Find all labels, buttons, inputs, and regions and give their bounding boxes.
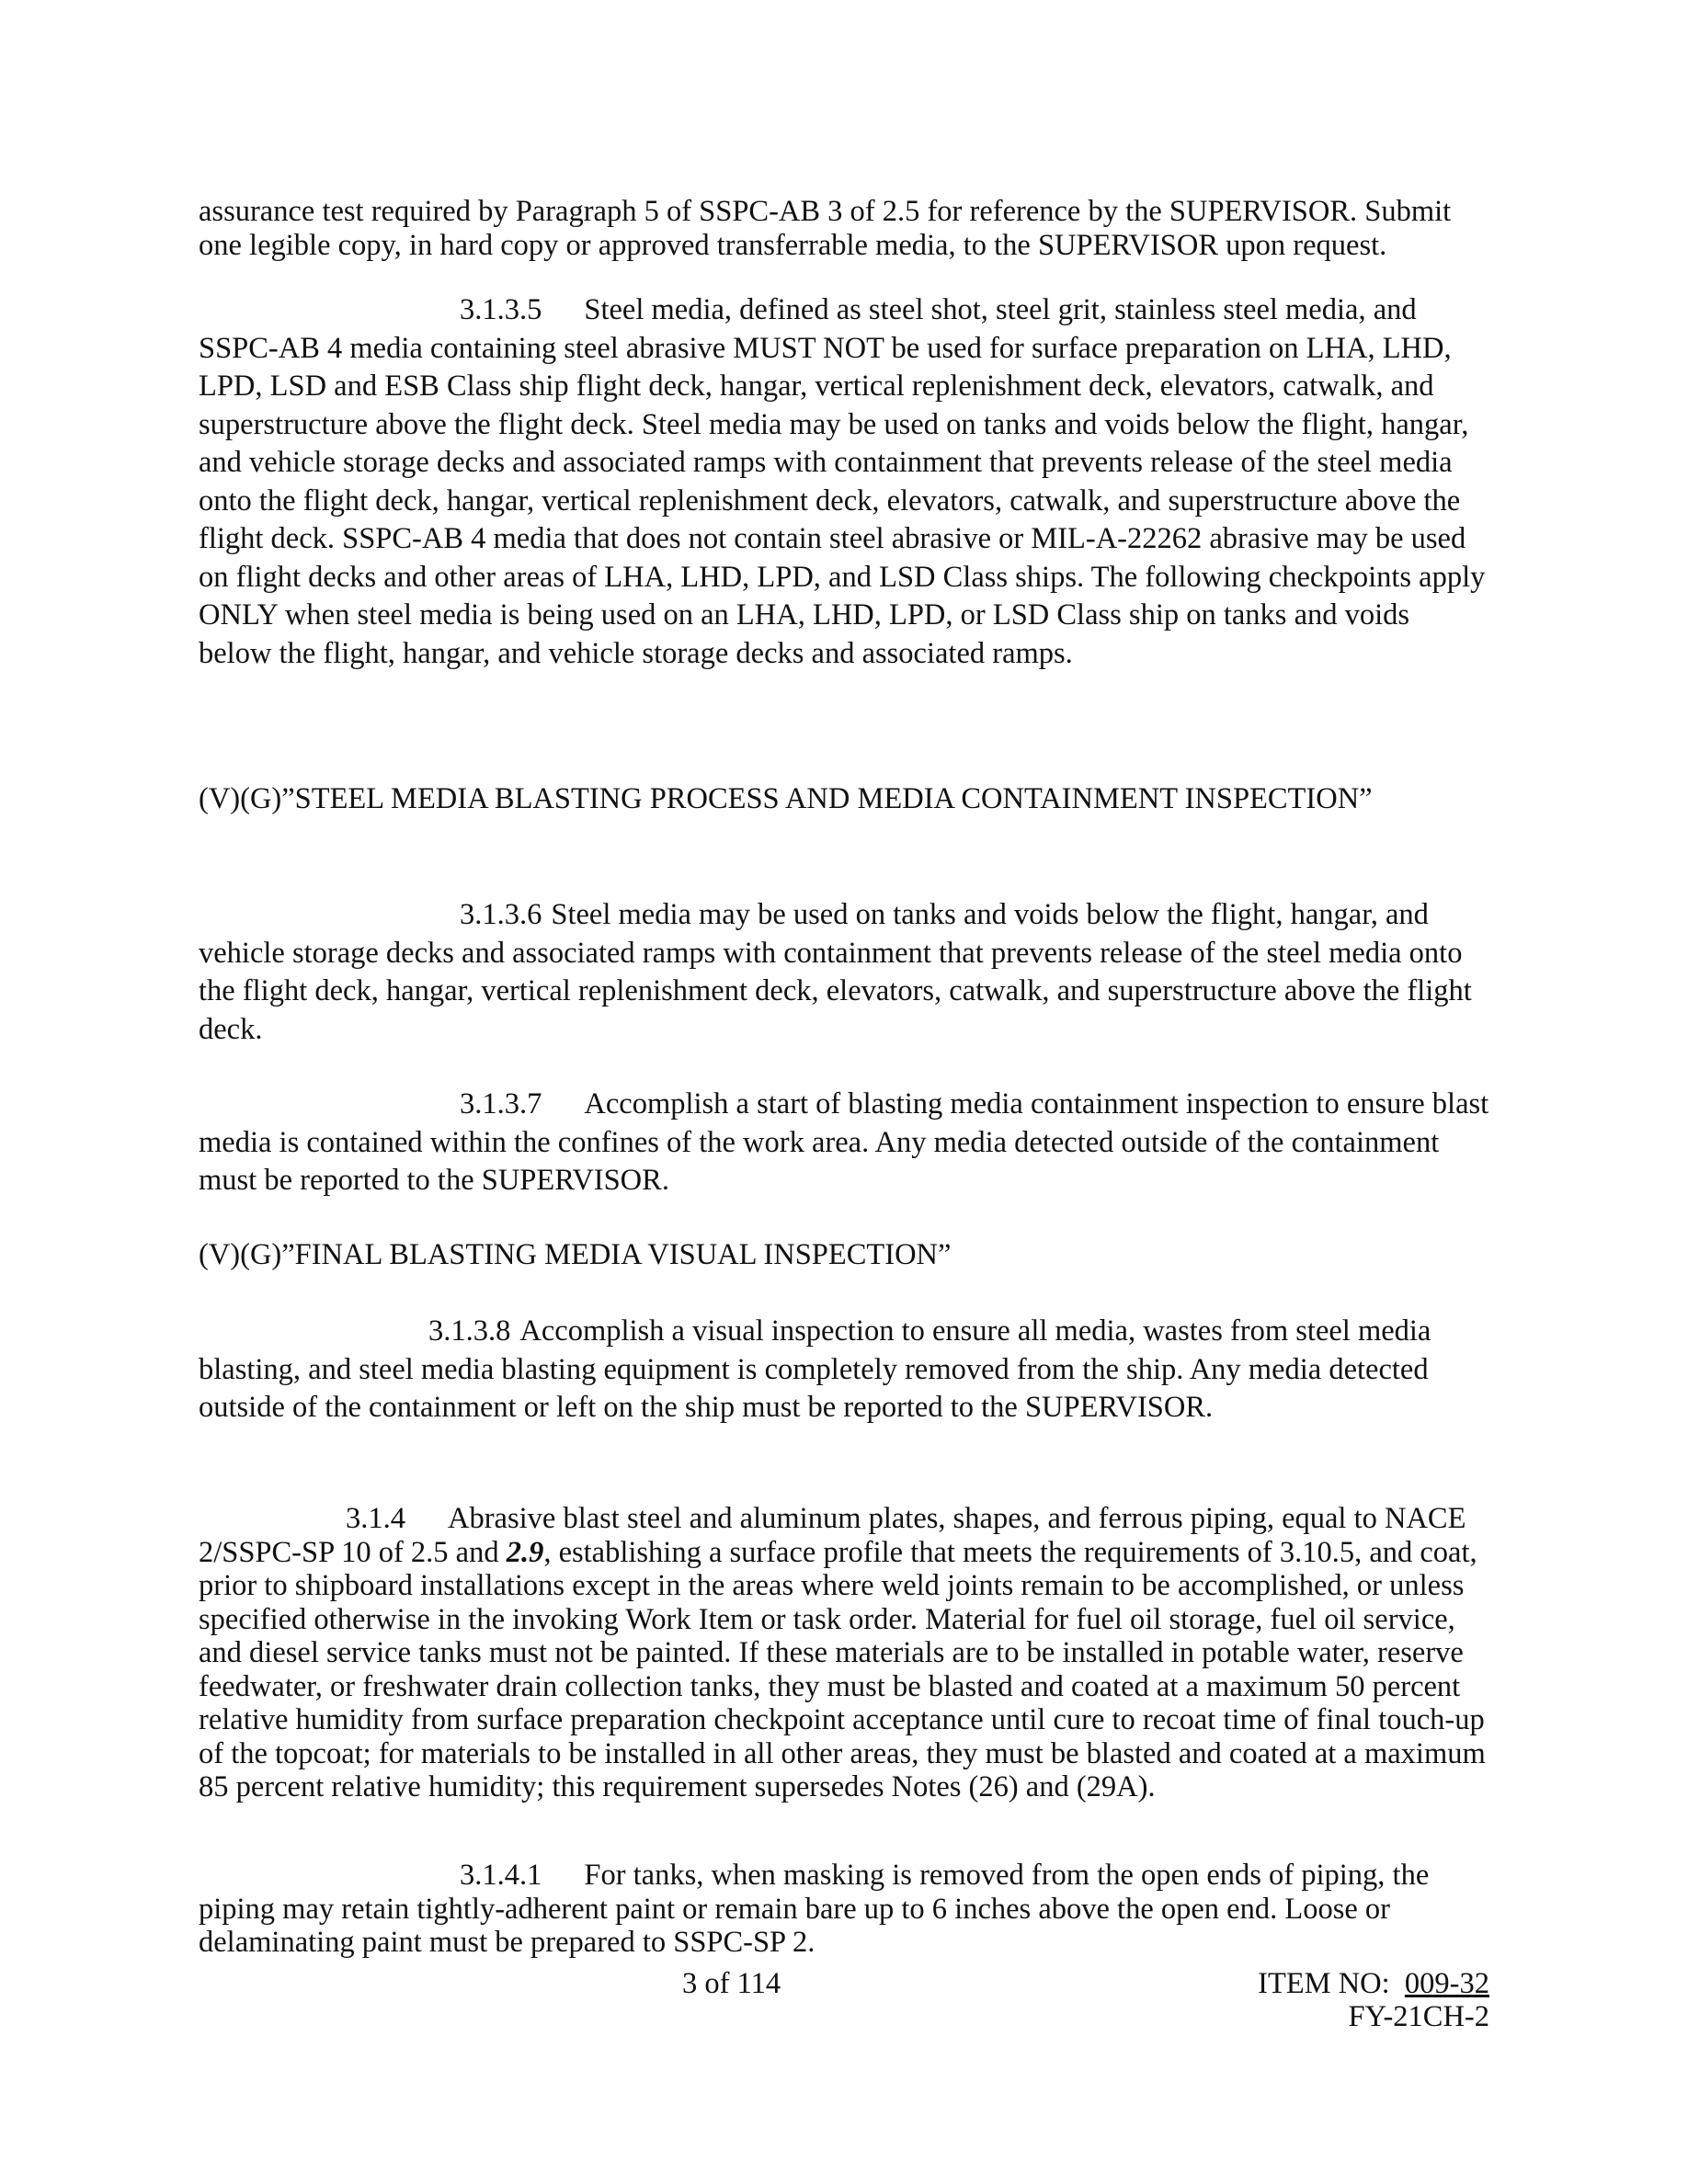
paragraph-assurance-test: assurance test required by Paragraph 5 of SSPC-AB 3 of 2.5 for reference by the SUPERVISOR. Submit one legible copy, in hard copy or approved transferrable media, to the SUPERVISOR upon request. xyxy=(199,195,1452,262)
paragraph-text: For tanks, when masking is removed from the open ends of piping, the piping may retain tightly-adherent paint or remain bare up to 6 inches above the open end. Loose or delaminating paint must be prepared to SSPC-SP 2. xyxy=(199,1859,1430,1959)
paragraph-text-continued: , establishing a surface profile that meets the requirements of 3.10.5, and coat, prior to shipboard installations except in the areas where weld joints remain to be accomplished, or unless specified otherwise in the invoking Work Item or task order. Material for fuel oil storage, fuel oil service, and diesel service tanks must not be painted. If these materials are to be installed in potable water, reserve feedwater, or freshwater drain collection tanks, they must be blasted and coated at a maximum 50 percent relative humidity from surface preparation checkpoint acceptance until cure to recoat time of final touch-up of the topcoat; for materials to be installed in all other areas, they must be blasted and coated at a maximum 85 percent relative humidity; this requirement supersedes Notes (26) and (29A). xyxy=(199,1535,1486,1803)
paragraph-3-1-3-7 xyxy=(199,1086,1489,1200)
paragraph-number: 3.1.3.6 xyxy=(460,898,542,931)
paragraph-3-1-3-5 xyxy=(199,291,1489,673)
paragraph-3-1-4 xyxy=(199,1502,1489,1804)
paragraph-number: 3.1.4 xyxy=(346,1502,405,1535)
paragraph-number: 3.1.3.7 xyxy=(460,1087,542,1120)
paragraph-text: Steel media, defined as steel shot, steel grit, stainless steel media, and SSPC-AB 4 media containing steel abrasive MUST NOT be used for surface preparation on LHA, LHD, LPD, LSD and ESB Class ship flight deck, hangar, vertical replenishment deck, elevators, catwalk, and superstructure above the flight deck. Steel media may be used on tanks and voids below the flight, hangar, and vehicle storage decks and associated ramps with containment that prevents release of the steel media onto the flight deck, hangar, vertical replenishment deck, elevators, catwalk, and superstructure above the flight deck. SSPC-AB 4 media that does not contain steel abrasive or MIL-A-22262 abrasive may be used on flight decks and other areas of LHA, LHD, LPD, and LSD Class ships. The following checkpoints apply ONLY when steel media is being used on an LHA, LHD, LPD, or LSD Class ship on tanks and voids below the flight, hangar, and vehicle storage decks and associated ramps. xyxy=(199,293,1486,670)
item-label: ITEM NO: xyxy=(1258,1967,1390,2000)
reference-emphasis: 2.9 xyxy=(506,1535,544,1569)
item-number-line xyxy=(1258,1967,1489,2000)
paragraph-3-1-3-8 xyxy=(199,1313,1489,1428)
paragraph-number: 3.1.3.8 xyxy=(428,1314,511,1348)
paragraph-3-1-4-1 xyxy=(199,1859,1489,1960)
paragraph-number: 3.1.4.1 xyxy=(460,1859,542,1892)
paragraph-number: 3.1.3.5 xyxy=(460,293,542,326)
page-number: 3 of 114 xyxy=(682,1967,781,2000)
heading-final-blasting-inspection: (V)(G)”FINAL BLASTING MEDIA VISUAL INSPECTION” xyxy=(199,1238,952,1271)
heading-steel-media-inspection: (V)(G)”STEEL MEDIA BLASTING PROCESS AND MEDIA CONTAINMENT INSPECTION” xyxy=(199,782,1373,815)
paragraph-text: Abrasive blast steel and aluminum plates, shapes, and ferrous piping, equal to NACE 2/SSPC-SP 10 of 2.5 and xyxy=(199,1502,1466,1569)
item-footer xyxy=(1258,1967,1489,2033)
paragraph-text: Accomplish a start of blasting media containment inspection to ensure blast media is contained within the confines of the work area. Any media detected outside of the containment must be reported to the SUPERVISOR. xyxy=(199,1087,1489,1197)
fiscal-year: FY-21CH-2 xyxy=(1348,2000,1489,2033)
item-number: 009-32 xyxy=(1404,1967,1489,2000)
paragraph-text: Accomplish a visual inspection to ensure all media, wastes from steel media blasting, and steel media blasting equipment is completely removed from the ship. Any media detected outside of the containment or left on the ship must be reported to the SUPERVISOR. xyxy=(199,1314,1431,1424)
paragraph-3-1-3-6 xyxy=(199,896,1489,1049)
paragraph-text: Steel media may be used on tanks and voids below the flight, hangar, and vehicle storage decks and associated ramps with containment that prevents release of the steel media onto the flight deck, hangar, vertical replenishment deck, elevators, catwalk, and superstructure above the flight deck. xyxy=(199,898,1472,1046)
